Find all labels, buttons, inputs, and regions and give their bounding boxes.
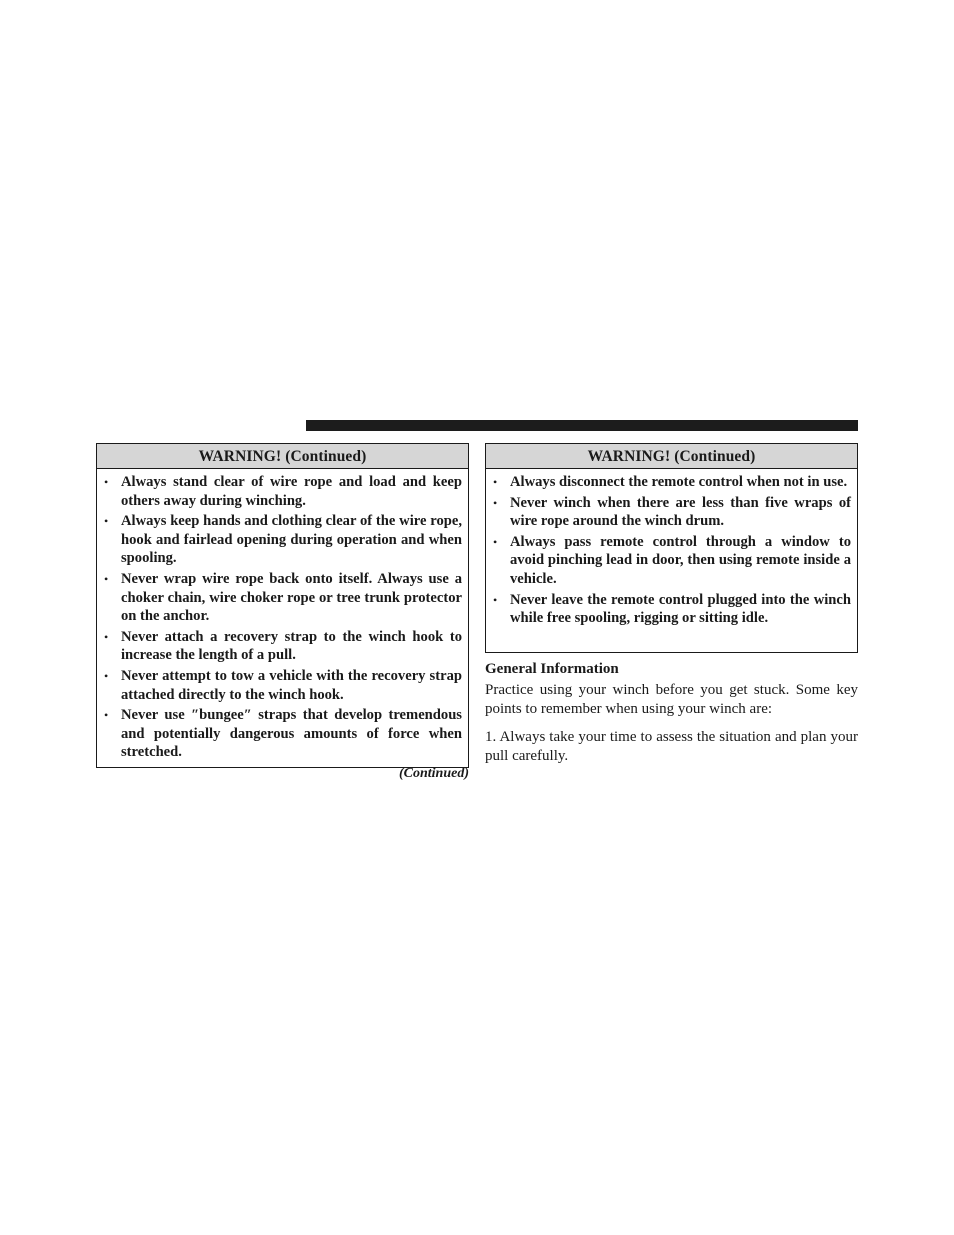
list-item: • Always pass remote control through a window to avoid pinching lead in door, then using remote inside a vehicle. xyxy=(493,533,851,587)
bullet-icon: • xyxy=(104,629,109,644)
list-item: • Never wrap wire rope back onto itself. Always use a choker chain, wire choker rope or tree trunk protector on the anchor. xyxy=(104,570,462,625)
bullet-icon: • xyxy=(104,475,109,489)
bullet-icon: • xyxy=(104,668,109,683)
warning-list xyxy=(486,469,857,628)
bullet-icon: • xyxy=(104,514,109,529)
bullet-icon: • xyxy=(104,571,109,586)
bullet-icon: • xyxy=(493,592,498,607)
warning-box-right xyxy=(485,443,858,653)
warning-header: WARNING! (Continued) xyxy=(486,444,857,469)
warning-box-left xyxy=(96,443,469,768)
list-item: • Always disconnect the remote control when not in use. xyxy=(493,474,848,490)
list-item: • Never leave the remote control plugged into the winch while free spooling, rigging or sitting idle. xyxy=(493,591,851,627)
list-item: • Never use ″bungee″ straps that develop tremendous and potentially dangerous amounts of force when stretched. xyxy=(104,707,462,761)
list-item: • Always keep hands and clothing clear of the wire rope, hook and fairlead opening during operation and when spooling. xyxy=(104,513,462,567)
list-item: • Never attach a recovery strap to the winch hook to increase the length of a pull. xyxy=(104,628,462,664)
list-item: • Never attempt to tow a vehicle with the recovery strap attached directly to the winch hook. xyxy=(104,667,462,703)
list-item: • Never winch when there are less than five wraps of wire rope around the winch drum. xyxy=(493,494,851,530)
warning-header: WARNING! (Continued) xyxy=(97,444,468,469)
bullet-icon: • xyxy=(493,495,498,510)
intro-paragraph: Practice using your winch before you get stuck. Some key points to remember when using your winch are: xyxy=(485,682,858,717)
bullet-icon: • xyxy=(493,475,498,489)
bullet-icon: • xyxy=(493,534,498,549)
warning-list xyxy=(97,469,468,762)
step-paragraph: 1. Always take your time to assess the situation and plan your pull carefully. xyxy=(485,729,858,764)
continued-label: (Continued) xyxy=(398,766,469,781)
bullet-icon: • xyxy=(104,708,109,723)
header-rule-bar xyxy=(306,420,858,431)
list-item: • Always stand clear of wire rope and load and keep others away during winching. xyxy=(104,474,462,509)
section-title: General Information xyxy=(485,661,619,677)
